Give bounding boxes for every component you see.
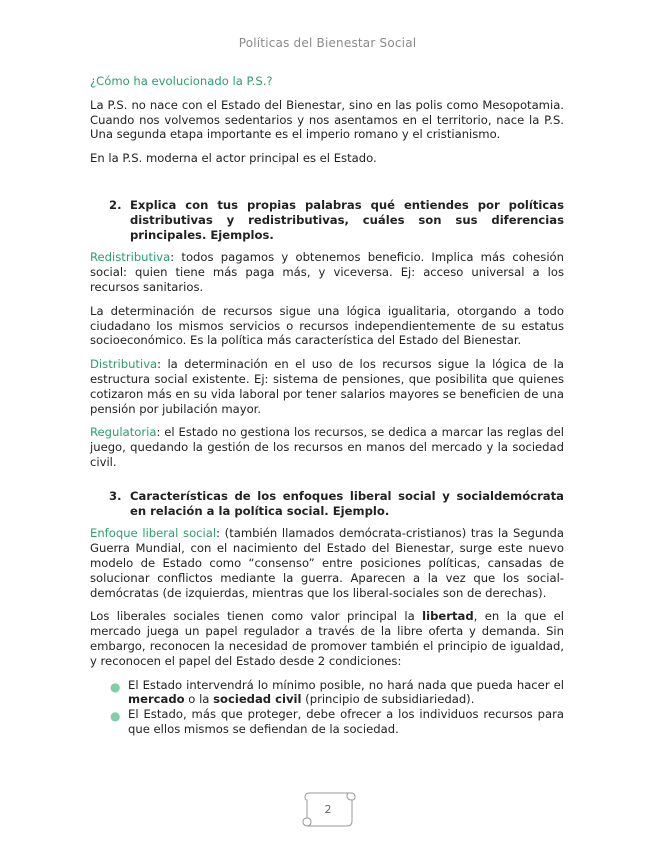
bold-term: mercado [128,692,185,707]
definition-text: : la determinación en el uso de los recursos sigue la lógica de la estructura social existente. Ej: sistema de pensiones, que posibilita que quienes cotizaron más en su vida laboral por tener salarios mayores se beneficien de una pensión por jubilación mayor. [90,357,564,416]
question-text: Características de los enfoques liberal social y socialdemócrata en relación a la política social. Ejemplo. [130,488,564,518]
definition-text: : el Estado no gestiona los recursos, se dedica a marcar las reglas del juego, quedando la gestión de los recursos en manos del mercado y la sociedad civil. [90,425,564,469]
conditions-list [90,678,564,737]
text-run: El Estado, más que proteger, debe ofrecer a los individuos recursos para que ellos mismos se defiendan de la sociedad. [128,707,564,736]
paragraph-distributiva [90,357,564,416]
text-run: (principio de subsidiariedad). [301,692,475,707]
paragraph-enfoque-liberal [90,526,564,600]
text-run: Los liberales sociales tienen como valor principal la [90,609,423,624]
term-redistributiva: Redistributiva [90,250,171,265]
term-regulatoria: Regulatoria [90,425,157,440]
bullet-icon: ● [110,709,121,724]
paragraph-modern: En la P.S. moderna el actor principal es el Estado. [90,151,377,166]
text-run: El Estado intervendrá lo mínimo posible, no hará nada que pueda hacer el [128,677,564,692]
paragraph-liberales-sociales [90,609,564,668]
term-enfoque-liberal-social: Enfoque liberal social [90,526,217,541]
bullet-icon: ● [110,679,121,694]
section-question: ¿Cómo ha evolucionado la P.S.? [90,74,273,88]
page-number: 2 [324,803,332,816]
list-item [90,707,564,737]
question-list-3 [90,489,564,519]
question-3 [90,489,564,519]
text-run: o la [184,692,214,707]
page-header: Políticas del Bienestar Social [238,36,417,50]
paragraph-determinacion: La determinación de recursos sigue una lógica igualitaria, otorgando a todo ciudadano los mismos servicios o recursos independientemente de su estatus socioeconómico. Es la política más característica del Estado del Bienestar. [90,303,564,348]
bold-term: sociedad civil [213,692,302,707]
question-text: Explica con tus propias palabras qué entiendes por políticas distributivas y redistributivas, cuáles son sus diferencias principales. Ejemplos. [130,197,564,242]
question-number: 2. [109,197,122,212]
definition-text: : todos pagamos y obtenemos beneficio. Implica más cohesión social: quien tiene más paga más, y viceversa. Ej: acceso universal a los recursos sanitarios. [90,250,564,294]
question-number: 3. [109,488,122,503]
bold-term: libertad [422,609,474,624]
document-body [90,74,564,737]
definition-text: : (también llamados demócrata-cristianos) tras la Segunda Guerra Mundial, con el nacimiento del Estado del Bienestar, surge este nuevo modelo de Estado como “consenso” entre posiciones políticas, cansadas de solucionar conflictos mediante la guerra. Aparecen a la vez que los social-demócratas (de izquierdas, mientras que los liberal-sociales son de derechas). [90,526,565,600]
paragraph-redistributiva [90,250,564,294]
paragraph-origin: La P.S. no nace con el Estado del Bienestar, sino en las polis como Mesopotamia. Cuando nos volvemos sedentarios y nos asentamos en el territorio, nace la P.S. Una segunda etapa importante es el imperio romano y el cristianismo. [90,97,564,142]
text-run: , en la que el mercado juega un papel regulador a través de la libre oferta y demanda. Sin embargo, reconocen la necesidad de promover también el principio de igualdad, y reconocen el papel del Estado desde 2 condiciones: [90,609,564,668]
page-number-scroll [299,791,357,829]
question-list-2 [90,198,564,242]
paragraph-regulatoria [90,425,564,469]
question-2 [90,198,564,242]
list-item [90,678,564,708]
term-distributiva: Distributiva [90,357,158,372]
